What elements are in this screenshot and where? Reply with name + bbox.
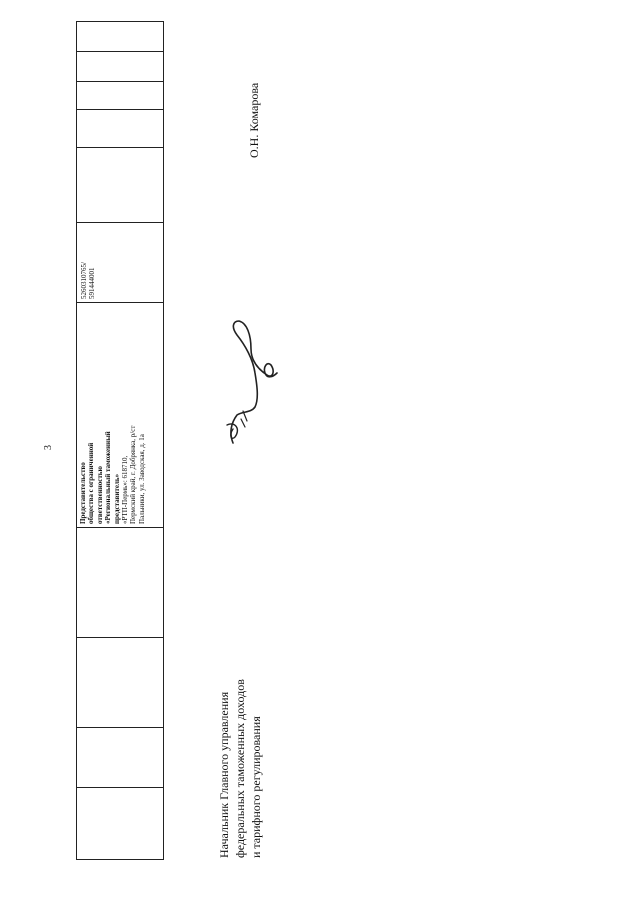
registry-table [76,48,164,860]
inn-kpp-cell [77,223,164,303]
page-number: 3 [43,445,54,450]
table-cell [77,22,164,52]
table-row [77,22,164,860]
inn-line: 5260310765/ [80,262,88,299]
kpp-line: 591444001 [88,267,97,299]
org-address-line: Пермский край, г. Добрянка, р/ст [129,425,138,524]
table-cell [77,728,164,788]
organization-cell [77,303,164,528]
table-cell [77,788,164,860]
org-name-line: общества с ограниченной [87,442,96,524]
handwritten-signature [215,315,285,450]
table-cell [77,638,164,728]
table-cell [77,528,164,638]
table-cell [77,52,164,82]
table-cell [77,82,164,110]
table-cell [77,148,164,223]
org-name-line: «Региональный таможенный [104,431,113,524]
org-name-line: Представительство [79,462,87,524]
org-address-line: Пальники, ул. Заводская, д. 1а [137,434,146,524]
signatory-name: О.Н. Комарова [247,82,261,158]
signatory-title [216,598,264,858]
org-address-line: «РТП-Пермь»: 618710, [121,455,130,524]
signatory-title-line: федеральных таможенных доходов [233,679,247,858]
signatory-title-line: и тарифного регулирования [249,716,263,858]
org-name-line: ответственностью [95,466,104,524]
table-cell [77,110,164,148]
org-name-line: представитель» [112,473,121,524]
signatory-title-line: Начальник Главного управления [217,691,231,858]
